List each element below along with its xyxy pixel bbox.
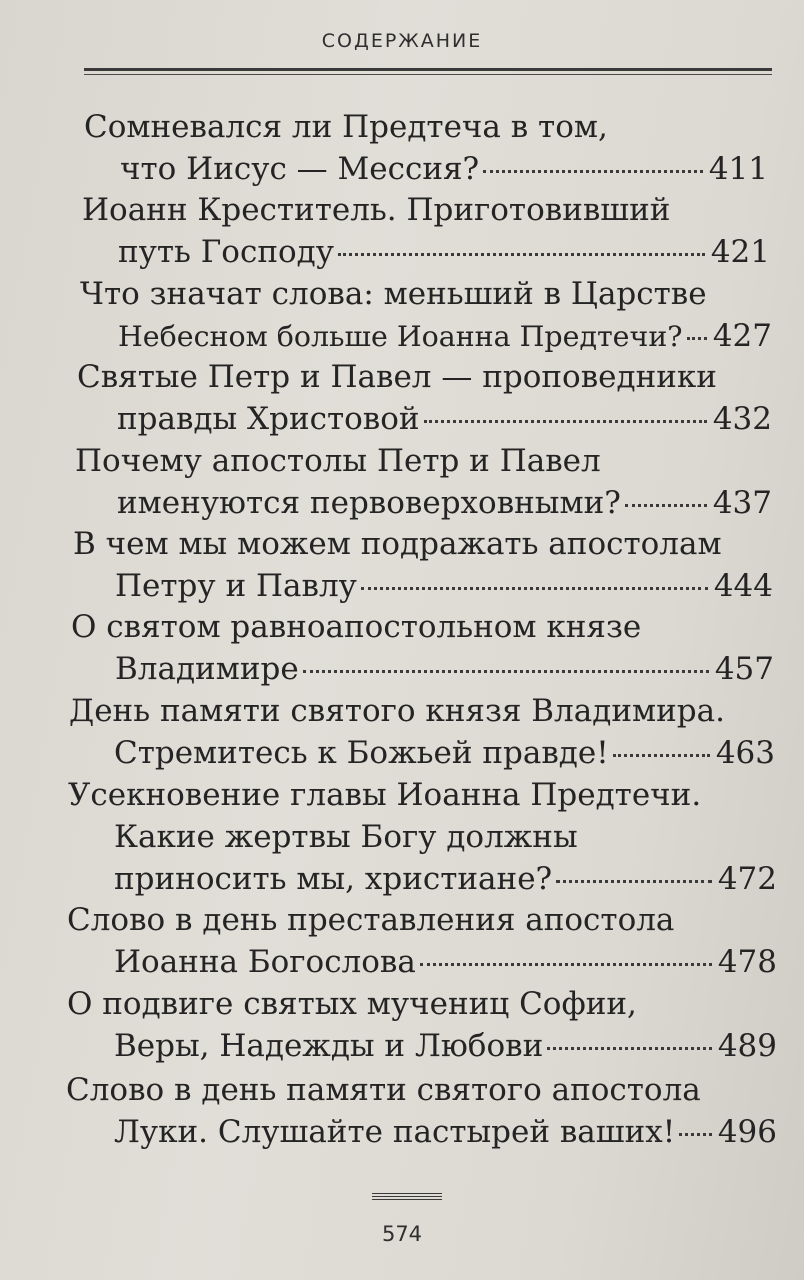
toc-entry-title-cont: Небесном больше Иоанна Предтечи? bbox=[118, 320, 683, 353]
toc-entry-title-cont: Луки. Слушайте пастырей ваших! bbox=[114, 1114, 676, 1150]
toc-entry-title-cont: Стремитесь к Божьей правде! bbox=[114, 735, 609, 771]
toc-entry-title-cont: Веры, Надежды и Любови bbox=[114, 1028, 544, 1064]
toc-entry-title: Сомневался ли Предтеча в том, bbox=[84, 109, 608, 145]
toc-entry-title: Почему апостолы Петр и Павел bbox=[75, 443, 601, 479]
toc-entry-title-cont: Владимире bbox=[115, 651, 299, 687]
toc-entry-title: Иоанн Креститель. Приготовивший bbox=[82, 192, 671, 228]
dot-leader bbox=[420, 963, 712, 966]
toc-page-number: 411 bbox=[708, 151, 768, 187]
toc-entry-title-cont: что Иисус — Мессия? bbox=[120, 151, 480, 187]
dot-leader bbox=[424, 420, 707, 423]
toc-entry-title: День памяти святого князя Владимира. bbox=[69, 693, 725, 729]
toc-page-number: 472 bbox=[717, 861, 777, 897]
toc-entry-title-cont: правды Христовой bbox=[117, 401, 420, 437]
toc-entry-title-cont: Петру и Павлу bbox=[115, 568, 357, 604]
toc-page-number: 463 bbox=[715, 735, 775, 771]
toc-entry-title-cont: Какие жертвы Богу должны bbox=[114, 819, 578, 855]
dot-leader bbox=[361, 587, 708, 590]
footer-rule bbox=[372, 1193, 442, 1201]
toc-entry-title: Усекновение главы Иоанна Предтечи. bbox=[68, 777, 702, 813]
toc-entry-title-cont: путь Господу bbox=[118, 234, 334, 270]
toc-page-number: 444 bbox=[713, 568, 773, 604]
toc-page-number: 478 bbox=[717, 944, 777, 980]
dot-leader bbox=[625, 504, 707, 507]
toc-entry-title: Что значат слова: меньший в Царстве bbox=[80, 276, 707, 312]
toc-page-number: 437 bbox=[712, 485, 772, 521]
page-number: 574 bbox=[381, 1222, 423, 1246]
toc-page-number: 489 bbox=[717, 1028, 777, 1064]
toc-entry-title-cont: Иоанна Богослова bbox=[114, 944, 416, 980]
dot-leader bbox=[303, 670, 709, 673]
toc-page-number: 427 bbox=[712, 318, 772, 354]
toc-page-number: 421 bbox=[710, 234, 770, 270]
running-head: СОДЕРЖАНИЕ bbox=[321, 30, 483, 52]
toc-entry-title: Слово в день преставления апостола bbox=[67, 902, 675, 938]
toc-page-number: 432 bbox=[712, 401, 772, 437]
dot-leader bbox=[613, 754, 710, 757]
toc-entry-title: О святом равноапостольном князе bbox=[71, 609, 642, 645]
toc-entry-title: О подвиге святых мучениц Софии, bbox=[67, 986, 637, 1022]
toc-entry-title: Святые Петр и Павел — проповедники bbox=[77, 359, 717, 395]
dot-leader bbox=[547, 1047, 712, 1050]
toc-entry-title-cont: именуются первоверховными? bbox=[117, 485, 621, 521]
toc-page-number: 457 bbox=[714, 651, 774, 687]
toc-page-number: 496 bbox=[717, 1114, 777, 1150]
toc-entry-title: Слово в день памяти святого апостола bbox=[66, 1072, 701, 1108]
dot-leader bbox=[483, 170, 703, 173]
dot-leader bbox=[338, 253, 705, 256]
toc-entry-title: В чем мы можем подражать апостолам bbox=[73, 526, 722, 562]
toc-entry-title-cont: приносить мы, христиане? bbox=[114, 861, 553, 897]
dot-leader bbox=[679, 1133, 712, 1136]
dot-leader bbox=[556, 880, 712, 883]
dot-leader bbox=[687, 337, 707, 340]
